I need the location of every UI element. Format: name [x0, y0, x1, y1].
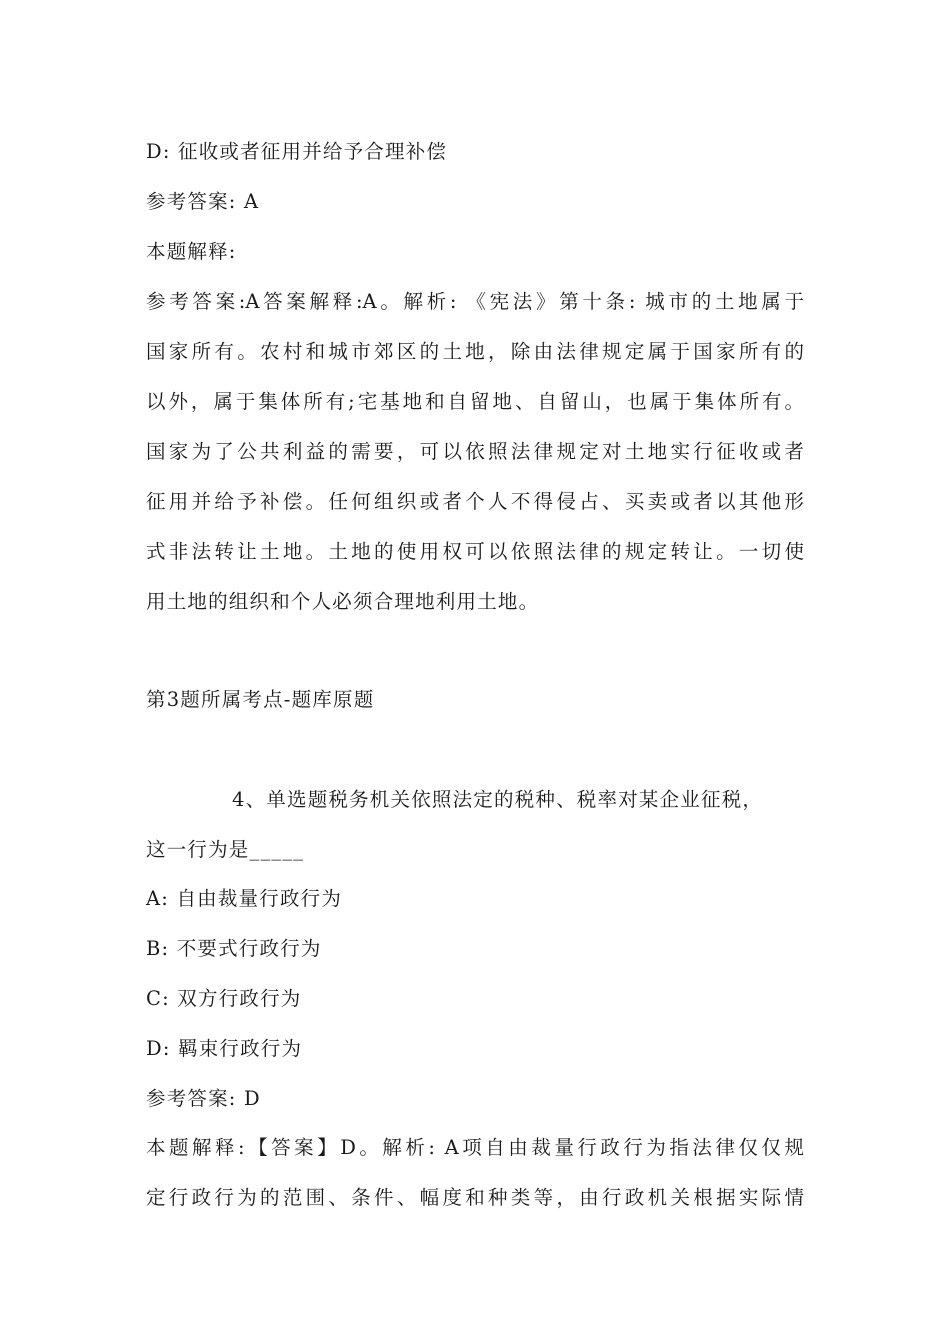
q4-option-a: A: 自由裁量行政行为: [146, 887, 343, 910]
q3-explanation-line: 式非法转让土地。土地的使用权可以依照法律的规定转让。一切使: [146, 540, 804, 563]
q3-explanation-line: 征用并给予补偿。任何组织或者个人不得侵占、买卖或者以其他形: [146, 490, 804, 513]
q3-explanation-label: 本题解释:: [146, 240, 237, 263]
q3-explanation-line: 参考答案:A答案解释:A。解析: 《宪法》第十条: 城市的土地属于: [146, 290, 804, 313]
q4-option-c: C: 双方行政行为: [146, 987, 302, 1010]
q3-explanation-line: 国家所有。农村和城市郊区的土地，除由法律规定属于国家所有的: [146, 340, 804, 363]
q3-explanation-line: 用土地的组织和个人必须合理地利用土地。: [146, 590, 540, 613]
q3-option-d: D: 征收或者征用并给予合理补偿: [146, 140, 448, 163]
q4-option-b: B: 不要式行政行为: [146, 937, 322, 960]
q4-explanation-line: 本题解释:【答案】D。解析: A项自由裁量行政行为指法律仅仅规: [146, 1136, 804, 1159]
q4-stem-line2: 这一行为是_____: [146, 838, 305, 861]
q4-option-d: D: 羁束行政行为: [146, 1037, 303, 1060]
q3-explanation-line: 以外，属于集体所有;宅基地和自留地、自留山，也属于集体所有。: [146, 390, 804, 413]
q3-explanation-line: 国家为了公共利益的需要，可以依照法律规定对土地实行征收或者: [146, 440, 804, 463]
q4-explanation-line: 定行政行为的范围、条件、幅度和种类等，由行政机关根据实际情: [146, 1186, 804, 1209]
q4-answer: 参考答案: D: [146, 1087, 261, 1110]
q3-topic: 第3题所属考点-题库原题: [146, 688, 375, 711]
q3-answer: 参考答案: A: [146, 190, 260, 213]
q4-stem-line1: 4、单选题税务机关依照法定的税种、税率对某企业征税，: [232, 788, 764, 811]
